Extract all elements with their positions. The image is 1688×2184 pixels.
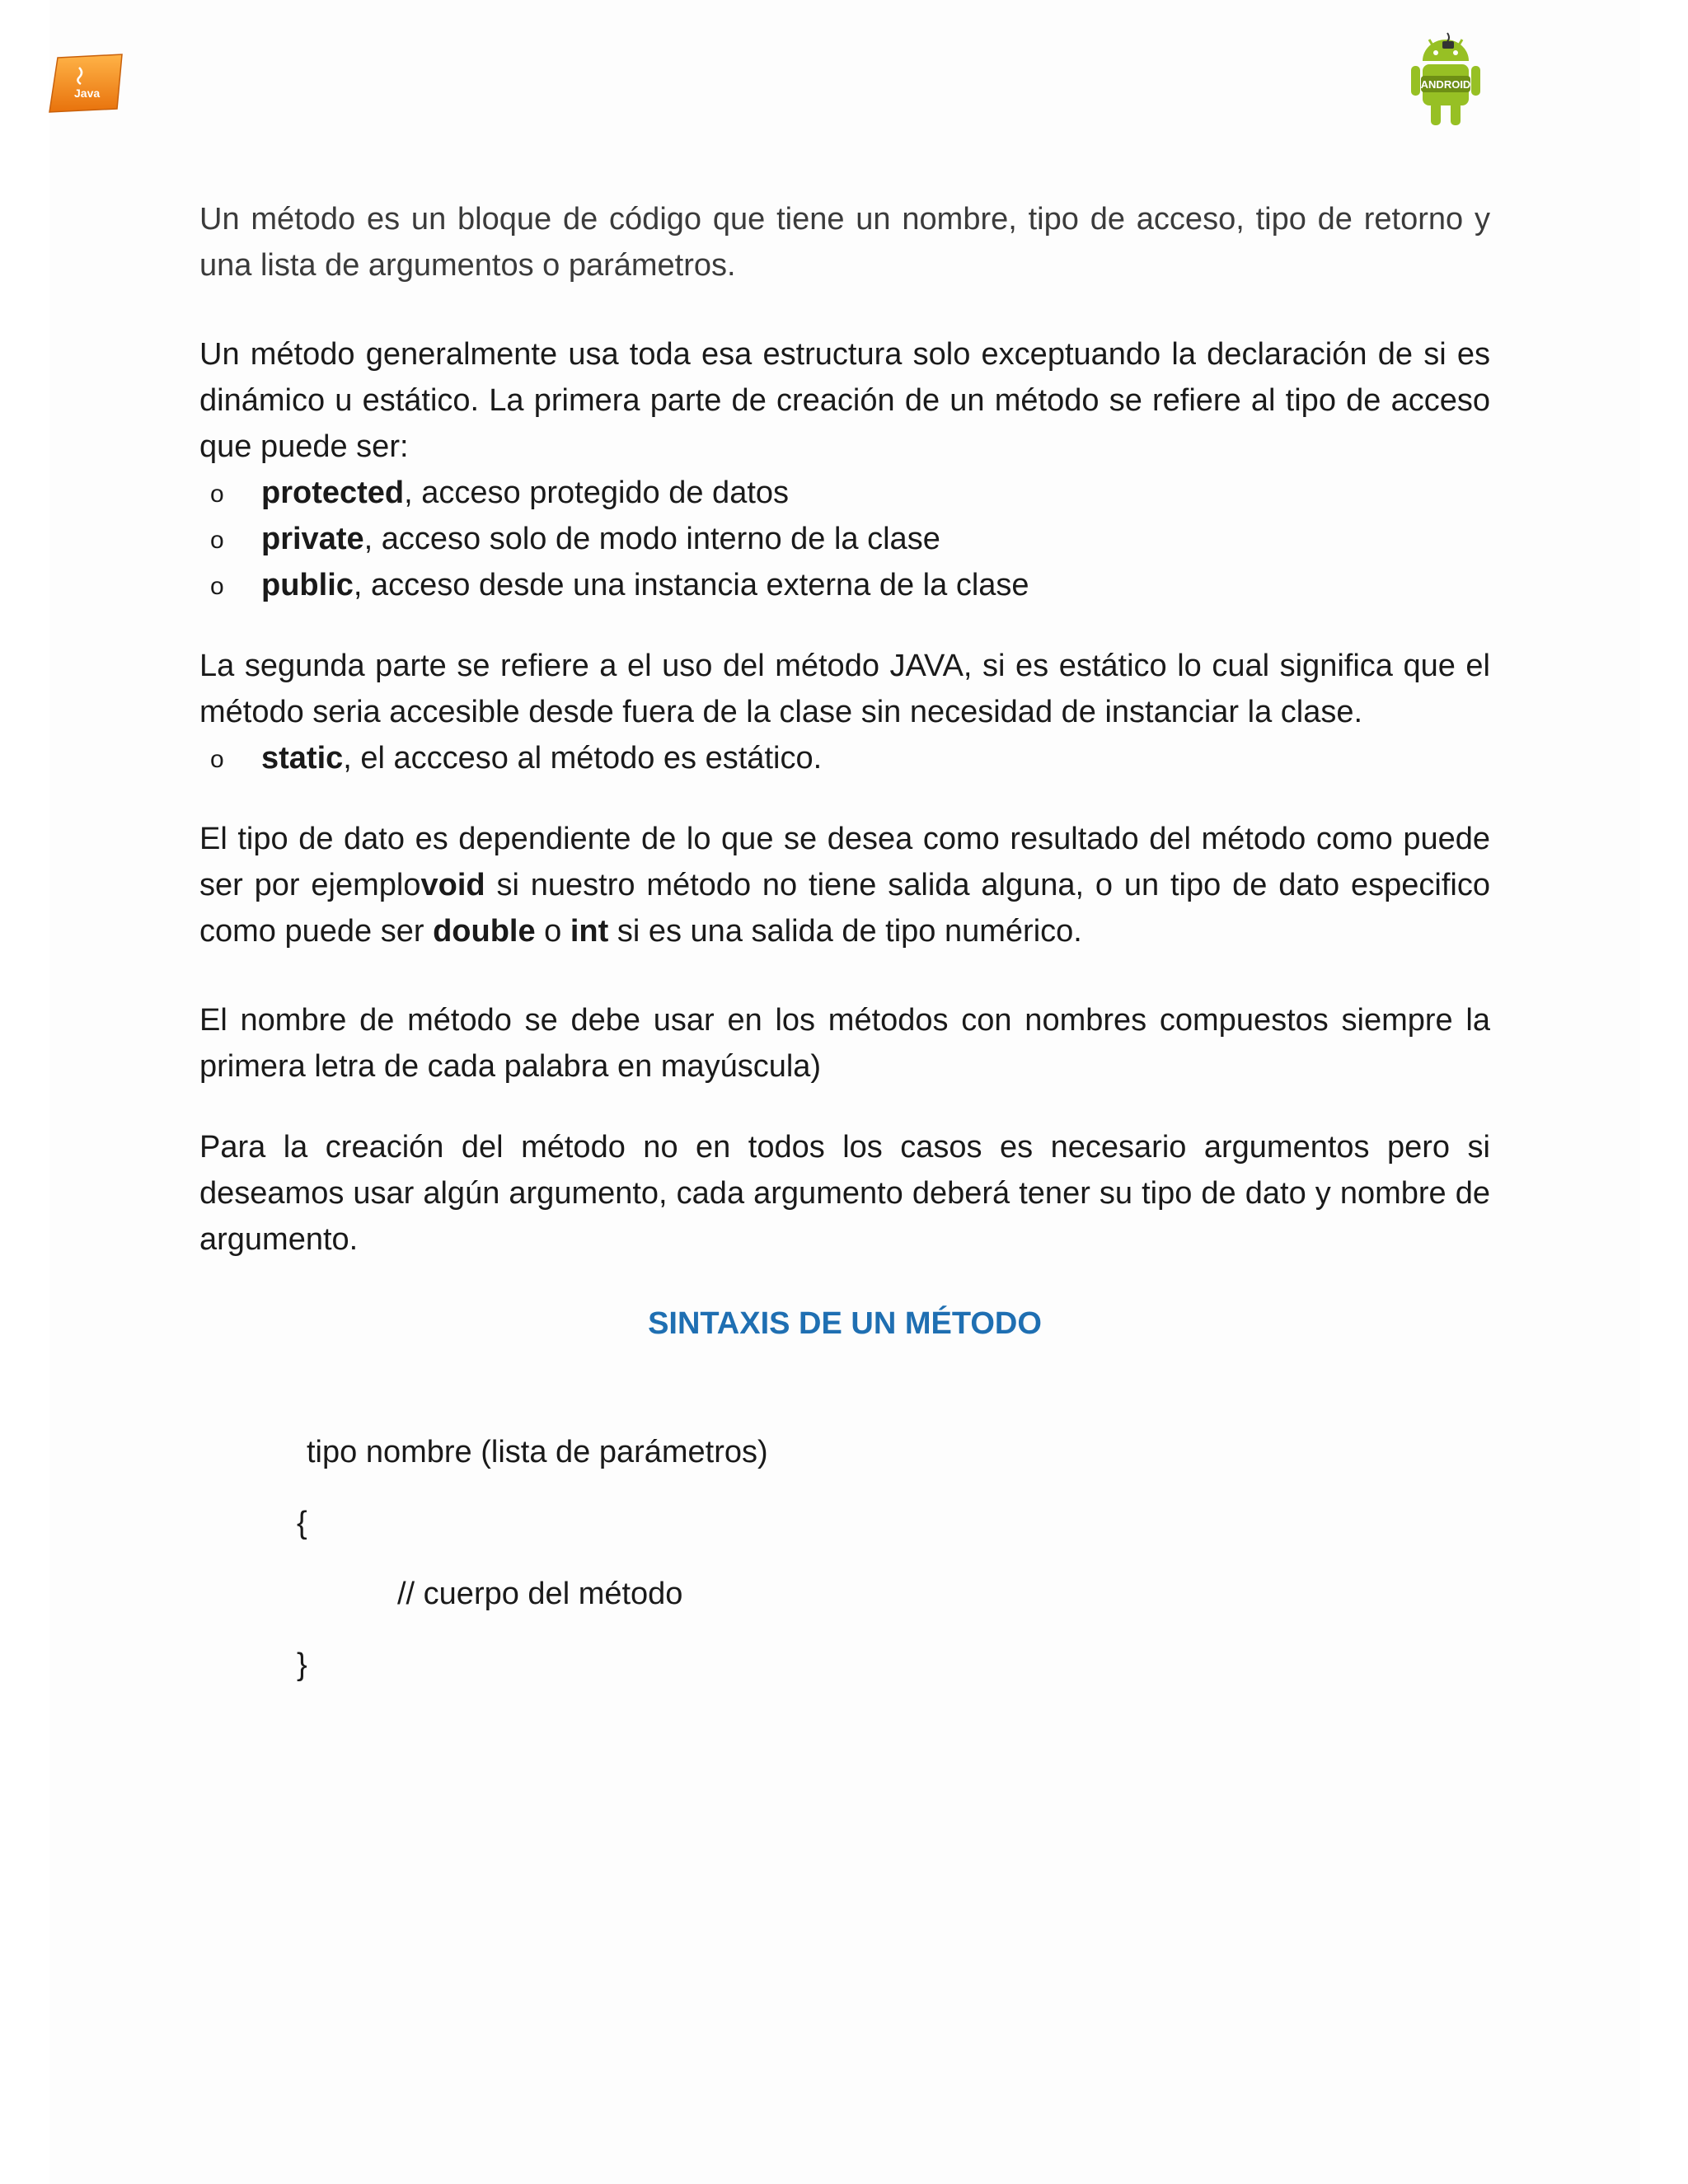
list-item [199, 470, 1490, 516]
paragraph-return-type [199, 816, 1490, 954]
keyword-double: double [433, 914, 536, 949]
list-item-desc: , acceso protegido de datos [404, 476, 790, 510]
list-item-desc: , acceso solo de modo interno de la clase [363, 522, 940, 556]
java-logo-icon [46, 53, 125, 115]
bullet-icon: o [210, 746, 224, 773]
code-block [199, 1429, 1490, 1688]
bullet-icon: o [210, 527, 224, 554]
list-item-term: private [261, 522, 364, 556]
paragraph-arguments: Para la creación del método no en todos los casos es necesario argumentos pero si deseamos usar algún argumento, cada argumento deberá tener su tipo de dato y nombre de argumento. [199, 1130, 1490, 1257]
list-item [199, 562, 1490, 608]
paragraph-structure: Un método generalmente usa toda esa estructura solo exceptuando la declaración de si es dinámico u estático. La primera parte de creación de un método se refiere al tipo de acceso que puede ser: [199, 337, 1490, 464]
list-item-desc: , el accceso al método es estático. [343, 741, 823, 776]
text-run: si nuestro método no tiene salida alguna, o un tipo de dato especifico como puede ser [199, 868, 1491, 949]
list-item-desc: , acceso desde una instancia externa de la clase [353, 568, 1029, 602]
paragraph-intro: Un método es un bloque de código que tiene un nombre, tipo de acceso, tipo de retorno y una lista de argumentos o parámetros. [199, 202, 1490, 283]
code-line: tipo nombre (lista de parámetros) [307, 1435, 768, 1469]
text-run: El tipo de dato es dependiente de lo que se desea como resultado del método como puede ser por ejemplo [199, 822, 1490, 902]
text-run: si es una salida de tipo numérico. [608, 914, 1082, 949]
bullet-icon: o [210, 480, 224, 508]
static-modifier-list [199, 735, 1490, 781]
document-body [199, 196, 1490, 1688]
paragraph-naming: El nombre de método se debe usar en los métodos con nombres compuestos siempre la primera letra de cada palabra en mayúscula) [199, 1003, 1490, 1084]
keyword-int: int [570, 914, 609, 949]
list-item-term: public [261, 568, 354, 602]
android-logo-text: ANDROID [1420, 78, 1471, 91]
list-item-term: protected [261, 476, 405, 510]
code-line: // cuerpo del método [397, 1577, 683, 1611]
java-logo-text: Java [74, 87, 101, 100]
access-modifier-list [199, 470, 1490, 608]
text-run: o [535, 914, 570, 949]
list-item-term: static [261, 741, 344, 776]
list-item [199, 735, 1490, 781]
section-title: SINTAXIS DE UN MÉTODO [648, 1306, 1042, 1341]
keyword-void: void [420, 868, 485, 902]
list-item [199, 516, 1490, 562]
bullet-icon: o [210, 573, 224, 600]
code-line: { [297, 1506, 307, 1540]
paragraph-static: La segunda parte se refiere a el uso del método JAVA, si es estático lo cual significa que el método seria accesible desde fuera de la clase sin necesidad de instanciar la clase. [199, 649, 1490, 729]
android-logo-icon [1404, 28, 1487, 143]
code-line: } [297, 1647, 307, 1682]
